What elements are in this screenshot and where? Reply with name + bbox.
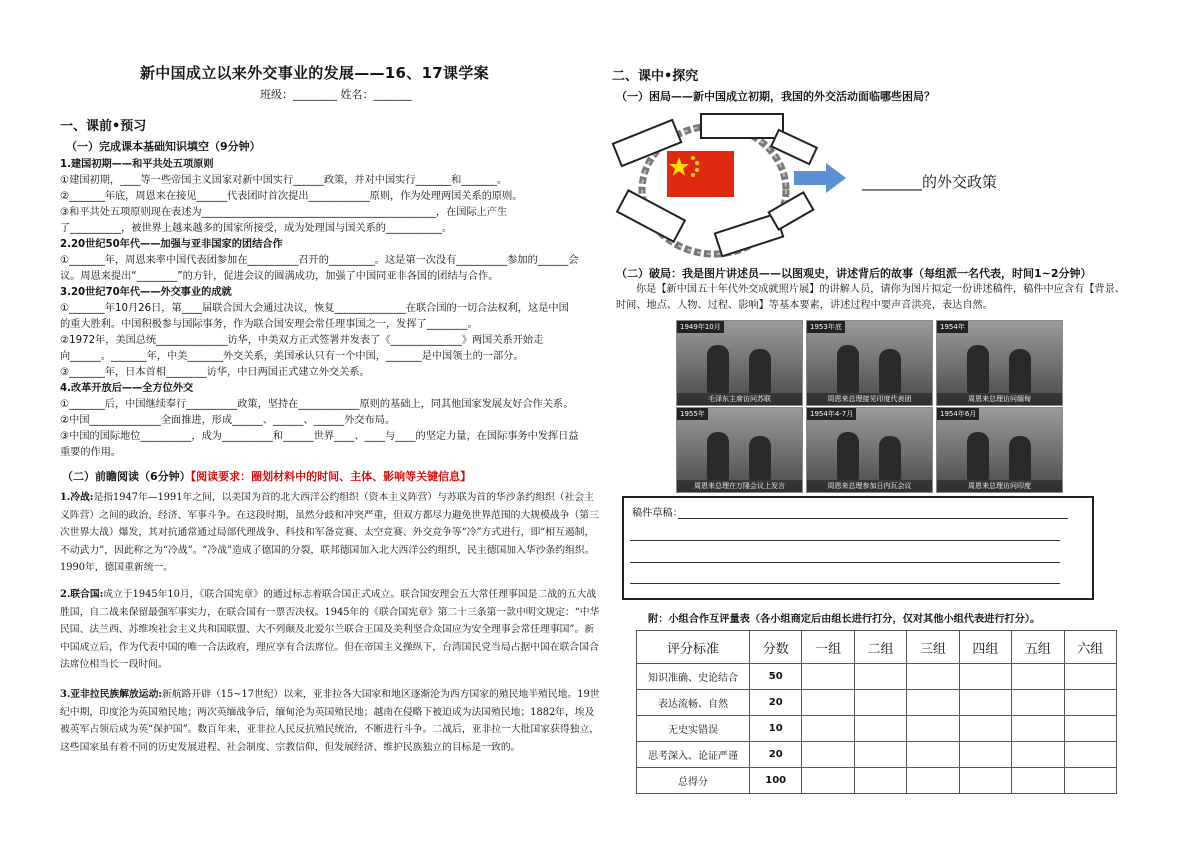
draft-box[interactable] [622, 496, 1094, 600]
person-silhouette [837, 432, 859, 480]
points-cell: 20 [750, 690, 802, 716]
score-entry-cell[interactable] [959, 768, 1011, 794]
score-entry-cell[interactable] [907, 768, 959, 794]
question-breakthrough: （二）破局：我是图片讲述员——以图观史，讲述背后的故事（每组派一名代表，时间1~2分钟） [616, 267, 1092, 280]
photo-date-tag: 1954年6月 [937, 408, 979, 420]
fill-blank-line: 1.建国初期——和平共处五项原则 [60, 159, 214, 170]
score-entry-cell[interactable] [907, 716, 959, 742]
person-silhouette [707, 345, 729, 393]
fill-blank-line: ②_______年底，周恩来在接见______代表团时首次提出____________原则，作为处理两国关系的原则。 [60, 191, 523, 202]
photo-caption: 周恩来总理访问印度 [937, 480, 1062, 492]
score-entry-cell[interactable] [1012, 768, 1064, 794]
page-title: 新中国成立以来外交事业的发展——16、17课学案 [140, 64, 489, 82]
criterion-cell: 总得分 [637, 768, 750, 794]
score-entry-cell[interactable] [802, 742, 854, 768]
score-entry-cell[interactable] [1064, 716, 1116, 742]
fill-blank-heading: （一）完成课本基础知识填空（9分钟） [66, 140, 261, 153]
fill-blank-line: ②中国______________全面推进，形成______、______、______外交布局。 [60, 415, 396, 426]
fill-blank-line: ①_______年10月26日，第____届联合国大会通过决议，恢复______________在联合国的一切合法权利，这是中国 [60, 303, 569, 314]
fill-blank-line: ①_______后，中国继续奉行__________政策，坚持在____________原则的基础上，同其他国家发展友好合作关系。 [60, 399, 574, 410]
fill-blank-line: 的重大胜利。中国积极参与国际事务，作为联合国安理会常任理事国之一，发挥了________。 [60, 319, 478, 330]
score-entry-cell[interactable] [1064, 742, 1116, 768]
criterion-cell: 知识准确、史论结合 [637, 664, 750, 690]
reading-passage-coldwar [60, 489, 602, 577]
person-silhouette [837, 345, 859, 393]
fill-blank-line: 了__________，被世界上越来越多的国家所接受，成为处理国与国关系的___________。 [60, 223, 453, 234]
china-flag-icon [667, 151, 734, 197]
history-photo [676, 407, 803, 493]
diplomatic-policy-blank: ________的外交政策 [862, 173, 998, 191]
arrow-right-icon [794, 163, 848, 193]
table-header-cell: 二组 [854, 631, 906, 664]
photo-caption: 周恩来总理访问缅甸 [937, 393, 1062, 405]
score-entry-cell[interactable] [854, 664, 906, 690]
photo-date-tag: 1949年10月 [677, 321, 724, 333]
passage-body: 新航路开辟（15~17世纪）以来，亚非拉各大国家和地区逐渐沦为西方国家的殖民地半殖民地。19世纪中期，印度沦为英国殖民地；两次英缅战争后，缅甸沦为英国殖民地；越南在侵略下被迫成为法国殖民地；1882年，埃及被英军占领后成为英“保护国”。数百年来，亚非拉人民反抗殖民统治，不断进行斗争。二战后，亚非拉一大批国家获得独立，这些国家虽有着不同的历史发展进程、社会制度、宗教信仰，但发展经济、维护民族独立的目标是一致的。 [60, 689, 600, 753]
score-entry-cell[interactable] [959, 716, 1011, 742]
person-silhouette [707, 432, 729, 480]
section-preview-heading: 一、课前•预习 [60, 119, 147, 134]
score-entry-cell[interactable] [854, 742, 906, 768]
score-entry-cell[interactable] [959, 664, 1011, 690]
score-entry-cell[interactable] [1012, 664, 1064, 690]
person-silhouette [967, 432, 989, 480]
table-header-cell: 四组 [959, 631, 1011, 664]
score-table [636, 630, 1117, 794]
score-entry-cell[interactable] [1012, 690, 1064, 716]
table-header-cell: 六组 [1064, 631, 1116, 664]
passage-head: 3.亚非拉民族解放运动: [60, 689, 163, 700]
reading-heading-label: （二）前瞻阅读（6分钟） [62, 470, 191, 483]
score-entry-cell[interactable] [802, 716, 854, 742]
photo-date-tag: 1954年 [937, 321, 968, 333]
draft-line [630, 583, 1060, 584]
photo-caption: 毛泽东主席访问苏联 [677, 393, 802, 405]
person-silhouette [967, 345, 989, 393]
table-row [637, 664, 1117, 690]
score-entry-cell[interactable] [959, 742, 1011, 768]
fill-blank-line: ①建国初期，____等一些帝国主义国家对新中国实行______政策，并对中国实行_______和_______。 [60, 175, 508, 186]
photo-caption: 周恩来总理接见印度代表团 [807, 393, 932, 405]
table-row [637, 742, 1117, 768]
score-entry-cell[interactable] [1012, 742, 1064, 768]
criterion-cell: 无史实错误 [637, 716, 750, 742]
score-entry-cell[interactable] [854, 690, 906, 716]
person-silhouette [1009, 436, 1031, 480]
table-header-cell: 分数 [750, 631, 802, 664]
photo-caption: 周恩来总理在万隆会议上发言 [677, 480, 802, 492]
draft-line [678, 518, 1068, 519]
history-photo [806, 407, 933, 493]
table-header-cell: 三组 [907, 631, 959, 664]
reading-passage-liberation [60, 686, 602, 756]
photo-date-tag: 1955年 [677, 408, 708, 420]
draft-line [630, 540, 1060, 541]
score-entry-cell[interactable] [959, 690, 1011, 716]
table-header-cell: 五组 [1012, 631, 1064, 664]
fill-blank-line: ①_______年，周恩来率中国代表团参加在__________召开的_________。这是第一次没有__________参加的______会 [60, 255, 579, 266]
score-entry-cell[interactable] [1012, 716, 1064, 742]
score-entry-cell[interactable] [802, 690, 854, 716]
score-entry-cell[interactable] [907, 742, 959, 768]
table-header-cell: 评分标准 [637, 631, 750, 664]
fill-blank-line: 2.20世纪50年代——加强与亚非国家的团结合作 [60, 239, 283, 250]
section-explore-heading: 二、课中•探究 [612, 69, 699, 84]
passage-body: 是指1947年—1991年之间，以美国为首的北大西洋公约组织（资本主义阵营）与苏联为首的华沙条约组织（社会主义阵营）之间的政治、经济、军事斗争。在这段时期，虽然分歧和冲突严重，但双方都尽力避免世界范围的大规模战争（第三次世界大战）爆发，其对抗通常通过局部代理战争、科技和军备竞赛、太空竞赛、外交竞争等“冷”方式进行，即“相互遏制，不动武力”，因此称之为“冷战”。“冷战”造成了德国的分裂，联邦德国加入北大西洋公约组织，民主德国加入华沙条约组织。1990年，德国重新统一。 [60, 492, 599, 573]
score-entry-cell[interactable] [1064, 690, 1116, 716]
class-name-line: 班级：________ 姓名：_______ [260, 88, 412, 101]
passage-head: 1.冷战: [60, 492, 94, 503]
person-silhouette [749, 436, 771, 480]
table-header-cell: 一组 [802, 631, 854, 664]
fill-blank-line: ②1972年，美国总统______________访华，中美双方正式签署并发表了《______________》两国关系开始走 [60, 335, 544, 346]
person-silhouette [879, 349, 901, 393]
question-dilemma: （一）困局——新中国成立初期，我国的外交活动面临哪些困局？ [616, 90, 935, 103]
fill-blank-line: ③和平共处五项原则现在表述为______________________________________________，在国际上产生 [60, 207, 508, 218]
fill-blank-line: ③中国的国际地位__________，成为__________和______世界____、____与____的坚定力量，在国际事务中发挥日益 [60, 431, 579, 442]
fill-blank-line: 向______。_______年，中美_______外交关系，美国承认只有一个中国，_______是中国领土的一部分。 [60, 351, 524, 362]
score-entry-cell[interactable] [854, 768, 906, 794]
criterion-cell: 思考深入、论证严谨 [637, 742, 750, 768]
score-entry-cell[interactable] [1064, 664, 1116, 690]
history-photo [936, 320, 1063, 406]
photo-date-tag: 1953年底 [807, 321, 845, 333]
points-cell: 10 [750, 716, 802, 742]
score-entry-cell[interactable] [907, 664, 959, 690]
criterion-cell: 表达流畅、自然 [637, 690, 750, 716]
history-photo [936, 407, 1063, 493]
table-row [637, 768, 1117, 794]
photo-caption: 周恩来总理参加日内瓦会议 [807, 480, 932, 492]
person-silhouette [1009, 349, 1031, 393]
points-cell: 50 [750, 664, 802, 690]
table-note: 附：小组合作互评量表（各小组商定后由组长进行打分，仅对其他小组代表进行打分）。 [648, 614, 1041, 625]
person-silhouette [879, 436, 901, 480]
points-cell: 100 [750, 768, 802, 794]
score-entry-cell[interactable] [802, 664, 854, 690]
table-row [637, 716, 1117, 742]
passage-head: 2.联合国: [60, 589, 104, 600]
fill-blank-list [60, 157, 579, 461]
table-row [637, 690, 1117, 716]
score-entry-cell[interactable] [1064, 768, 1116, 794]
score-entry-cell[interactable] [907, 690, 959, 716]
points-cell: 20 [750, 742, 802, 768]
score-entry-cell[interactable] [802, 768, 854, 794]
passage-body: 成立于1945年10月，《联合国宪章》的通过标志着联合国正式成立。联合国安理会五大常任理事国是二战的五大战胜国，自二战来保留最强军事实力，在联合国有一票否决权。1945年的《联合国宪章》第二十三条第一款中明文规定：“中华民国、法兰西、苏维埃社会主义共和国联盟、大不列颠及北爱尔兰联合王国及美利坚合众国应为安全理事会常任理事国”。新中国成立后，作为代表中国的唯一合法政府，理应享有合法席位。但在帝国主义操纵下，台湾国民党当局占据中国在联合国合法席位相当长一段时间。 [60, 589, 600, 670]
task-intro-2: 时间、地点、人物、过程、影响】等基本要素，讲述过程中要声音洪亮，表达自然。 [616, 300, 993, 311]
fill-blank-line: 3.20世纪70年代——外交事业的成就 [60, 287, 232, 298]
score-entry-cell[interactable] [854, 716, 906, 742]
fill-blank-line: 重要的作用。 [60, 447, 122, 458]
reading-heading [62, 468, 471, 484]
person-silhouette [749, 349, 771, 393]
draft-label: 稿件草稿： [632, 508, 683, 519]
task-intro-1: 你是【新中国五十年代外交成就照片展】的讲解人员，请你为图片拟定一份讲述稿件，稿件中应含有【背景、 [636, 284, 1125, 295]
fill-blank-line: 议。周恩来提出“________”的方针，促进会议的圆满成功，加强了中国同亚非各国的团结与合作。 [60, 271, 499, 282]
reading-passage-un [60, 586, 602, 674]
draft-line [630, 562, 1060, 563]
fill-blank-line: ③_______年，日本首相________访华，中日两国正式建立外交关系。 [60, 367, 370, 378]
blank-box-top[interactable] [700, 113, 784, 139]
photo-date-tag: 1954年4-7月 [807, 408, 856, 420]
reading-requirement: 【阅读要求：圈划材料中的时间、主体、影响等关键信息】 [190, 470, 472, 483]
fill-blank-line: 4.改革开放后——全方位外交 [60, 383, 194, 394]
history-photo [676, 320, 803, 406]
history-photo [806, 320, 933, 406]
